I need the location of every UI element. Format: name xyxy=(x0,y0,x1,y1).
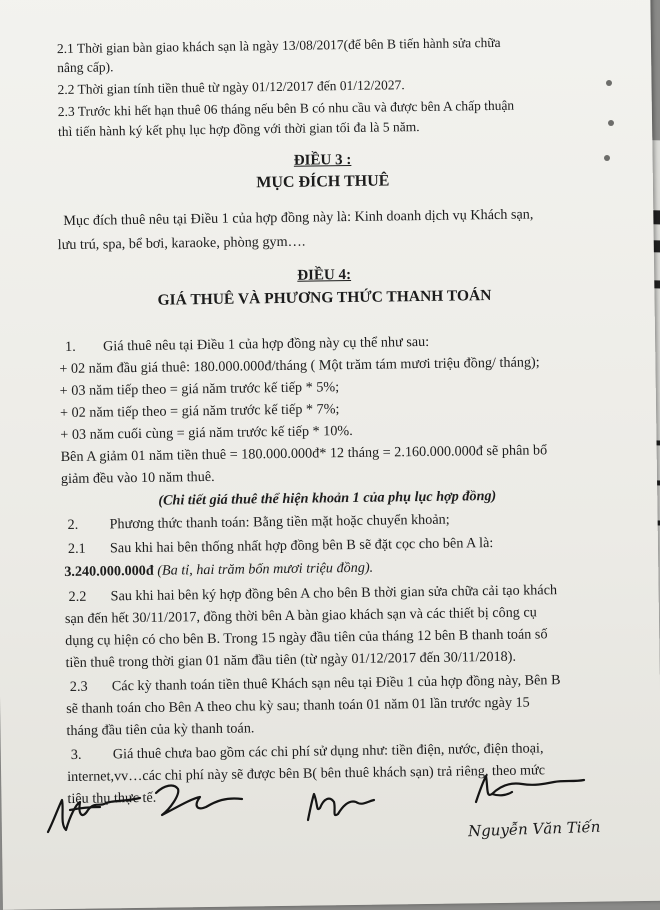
clause-2-1-line2: nâng cấp). xyxy=(57,59,114,76)
clause-2-3-line2: thì tiến hành ký kết phụ lục hợp đồng với thời gian tối đa là 5 năm. xyxy=(58,119,420,140)
signature-name: Nguyễn Văn Tiến xyxy=(467,817,601,841)
article-3-line1: Mục đích thuê nêu tại Điều 1 của hợp đồng này là: Kinh doanh dịch vụ Khách sạn, xyxy=(63,206,534,229)
item-2-3-line2: sẽ thanh toán cho Bên A theo chu kỳ sau; thanh toán 01 năm 01 lần trước ngày 15 xyxy=(66,694,530,718)
price-line-3: + 02 năm tiếp theo = giá năm trước kế tiếp * 7%; xyxy=(59,401,340,422)
appendix-note: (Chi tiết giá thuê thể hiện khoản 1 của phụ lục hợp đồng) xyxy=(158,487,497,509)
item-3-line1: Giá thuê chưa bao gồm các chi phí sử dụng như: tiền điện, nước, điện thoại, xyxy=(112,740,544,763)
price-line-1: + 02 năm đầu giá thuê: 180.000.000đ/tháng ( Một trăm tám mươi triệu đồng/ tháng); xyxy=(59,354,540,378)
margin-mark xyxy=(606,80,612,86)
signature-4 xyxy=(470,770,590,810)
deposit-amount: 3.240.000.000đ xyxy=(64,562,154,581)
article-4-title: GIÁ THUÊ VÀ PHƯƠNG THỨC THANH TOÁN xyxy=(157,287,492,309)
item-2-2-line2: sạn đến hết 30/11/2017, đồng thời bên A bàn giao khách sạn và các thiết bị công cụ xyxy=(64,604,537,628)
article-3-number: ĐIỀU 3 : xyxy=(293,151,352,169)
item-2-2-line1: Sau khi hai bên ký hợp đồng bên A cho bên B thời gian sửa chữa cải tạo khách xyxy=(110,582,558,605)
deposit-amount-words: (Ba tỉ, hai trăm bốn mươi triệu đồng). xyxy=(157,559,374,579)
item-2-2-line3: dụng cụ hiện có cho bên B. Trong 15 ngày đầu tiên của tháng 12 bên B thanh toán số xyxy=(65,626,548,650)
item-3-line3: tiêu thụ thực tế. xyxy=(67,789,157,807)
signature-1 xyxy=(40,780,150,840)
item-2-2-number: 2.2 xyxy=(68,588,87,605)
item-2-1-number: 2.1 xyxy=(67,540,86,557)
clause-2-3-line1: 2.3 Trước khi hết hạn thuê 06 tháng nếu bên B có nhu cầu và được bên A chấp thuận xyxy=(57,97,515,120)
deposit-line xyxy=(64,558,373,582)
article-4-number: ĐIỀU 4: xyxy=(297,266,352,284)
article-3-line2: lưu trú, spa, bể bơi, karaoke, phòng gym…. xyxy=(57,233,306,254)
clause-2-1-line1: 2.1 Thời gian bàn giao khách sạn là ngày 13/08/2017(để bên B tiến hành sửa chữa xyxy=(56,34,501,57)
margin-mark xyxy=(608,120,614,126)
item-3-line2: internet,vv…các chi phí này sẽ được bên B( bên thuê khách sạn) trả riêng, theo mức xyxy=(67,762,546,785)
signature-2 xyxy=(150,775,250,825)
item-1-text: Giá thuê nêu tại Điều 1 của hợp đồng này cụ thể như sau: xyxy=(103,333,430,355)
item-2-2-line4: tiền thuê trong thời gian 01 năm đầu tiên (từ ngày 01/12/2017 đến 30/11/2018). xyxy=(65,648,517,672)
discount-line-2: giảm đều vào 10 năm thuê. xyxy=(60,468,215,488)
article-3-title: MỤC ĐÍCH THUÊ xyxy=(256,172,390,192)
item-1-number: 1. xyxy=(65,338,76,355)
item-2-3-number: 2.3 xyxy=(69,678,88,695)
price-line-2: + 03 năm tiếp theo = giá năm trước kế tiếp * 5%; xyxy=(59,379,340,400)
item-2-1-line1: Sau khi hai bên thống nhất hợp đồng bên B sẽ đặt cọc cho bên A là: xyxy=(109,535,494,557)
item-3-number: 3. xyxy=(70,746,82,763)
price-line-4: + 03 năm cuối cùng = giá năm trước kế tiếp * 10%. xyxy=(60,422,353,444)
item-2-3-line1: Các kỳ thanh toán tiền thuê Khách sạn nêu tại Điều 1 của hợp đồng này, Bên B xyxy=(111,672,561,695)
margin-mark xyxy=(604,155,610,161)
item-2-3-line3: tháng đầu tiên của kỳ thanh toán. xyxy=(66,720,255,740)
discount-line-1: Bên A giảm 01 năm tiền thuê = 180.000.000đ* 12 tháng = 2.160.000.000đ sẽ phân bổ xyxy=(60,442,548,466)
item-2-text: Phương thức thanh toán: Bằng tiền mặt hoặc chuyển khoản; xyxy=(109,511,450,533)
item-2-number: 2. xyxy=(67,516,79,533)
clause-2-2: 2.2 Thời gian tính tiền thuê từ ngày 01/12/2017 đến 01/12/2027. xyxy=(57,77,405,98)
signature-3 xyxy=(300,780,380,830)
